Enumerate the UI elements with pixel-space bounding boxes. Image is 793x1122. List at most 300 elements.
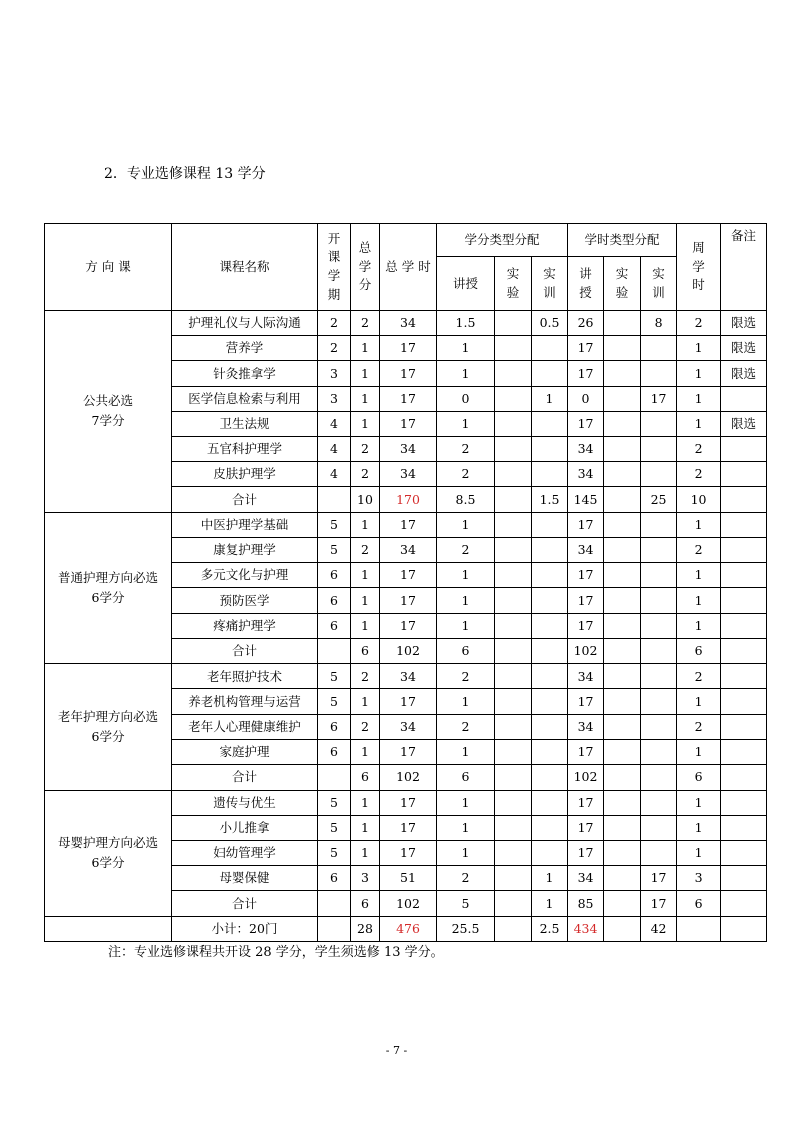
cell-c-prac (532, 765, 568, 791)
cell-hours: 17 (380, 588, 437, 613)
cell-h-exp (604, 916, 641, 941)
subtotal-label: 合计 (172, 638, 318, 664)
cell-h-lecture: 17 (568, 361, 604, 386)
cell-c-prac: 2.5 (532, 916, 568, 941)
cell-weekly: 1 (677, 361, 721, 386)
cell-h-prac: 17 (641, 891, 677, 917)
cell-hours: 34 (380, 538, 437, 563)
header-remarks: 备注 (721, 224, 767, 311)
cell-semester (318, 487, 351, 513)
cell-h-prac (641, 714, 677, 739)
cell-c-prac (532, 436, 568, 461)
cell-c-prac (532, 790, 568, 815)
cell-h-prac (641, 664, 677, 689)
table-row (45, 790, 767, 815)
cell-hours: 17 (380, 613, 437, 638)
cell-h-lecture: 17 (568, 689, 604, 714)
cell-h-prac (641, 815, 677, 840)
cell-c-prac (532, 613, 568, 638)
cell-hours: 17 (380, 840, 437, 865)
cell-h-lecture: 17 (568, 512, 604, 537)
cell-h-lecture: 34 (568, 664, 604, 689)
cell-h-prac (641, 361, 677, 386)
group-title: 普通护理方向必选 6学分 (45, 512, 172, 663)
cell-h-lecture: 0 (568, 386, 604, 411)
cell-remark (721, 538, 767, 563)
course-name: 护理礼仪与人际沟通 (172, 311, 318, 336)
cell-semester: 5 (318, 538, 351, 563)
table-row (45, 311, 767, 336)
cell-c-exp (495, 840, 532, 865)
cell-c-prac (532, 664, 568, 689)
subtotal-label: 合计 (172, 891, 318, 917)
cell-credits: 1 (351, 613, 380, 638)
course-name: 中医护理学基础 (172, 512, 318, 537)
cell-h-exp (604, 512, 641, 537)
header-hour-experiment: 实 验 (604, 257, 641, 311)
cell-c-exp (495, 336, 532, 361)
cell-h-prac (641, 512, 677, 537)
page-number: - 7 - (385, 1044, 408, 1057)
cell-c-exp (495, 613, 532, 638)
cell-remark (721, 689, 767, 714)
cell-hours: 34 (380, 714, 437, 739)
cell-h-prac (641, 588, 677, 613)
cell-h-exp (604, 487, 641, 513)
cell-semester: 6 (318, 613, 351, 638)
cell-h-exp (604, 891, 641, 917)
cell-hours: 17 (380, 336, 437, 361)
footnote: 注：专业选修课程共开设 28 学分，学生须选修 13 学分。 (108, 945, 444, 960)
cell-semester: 4 (318, 411, 351, 436)
cell-credits: 1 (351, 336, 380, 361)
cell-semester: 6 (318, 714, 351, 739)
cell-h-exp (604, 411, 641, 436)
course-name: 预防医学 (172, 588, 318, 613)
cell-c-exp (495, 916, 532, 941)
cell-weekly: 1 (677, 588, 721, 613)
cell-c-lecture: 1 (437, 336, 495, 361)
cell-credits: 2 (351, 664, 380, 689)
cell-c-lecture: 1 (437, 563, 495, 588)
cell-credits: 1 (351, 790, 380, 815)
grand-total-row (45, 916, 767, 941)
cell-c-lecture: 8.5 (437, 487, 495, 513)
course-name: 医学信息检索与利用 (172, 386, 318, 411)
cell-hours: 17 (380, 411, 437, 436)
cell-c-prac: 1 (532, 866, 568, 891)
cell-credits: 3 (351, 866, 380, 891)
cell-h-lecture: 145 (568, 487, 604, 513)
cell-h-exp (604, 563, 641, 588)
cell-remark: 限选 (721, 311, 767, 336)
cell-remark: 限选 (721, 361, 767, 386)
cell-weekly: 2 (677, 664, 721, 689)
cell-semester (318, 765, 351, 791)
cell-h-exp (604, 664, 641, 689)
cell-semester: 5 (318, 840, 351, 865)
cell-semester: 3 (318, 361, 351, 386)
cell-h-prac: 25 (641, 487, 677, 513)
cell-hours: 17 (380, 739, 437, 764)
cell-semester: 6 (318, 563, 351, 588)
cell-c-lecture: 1 (437, 512, 495, 537)
header-credit-distribution: 学分类型分配 (437, 224, 568, 257)
header-hour-practical: 实 训 (641, 257, 677, 311)
course-name: 养老机构管理与运营 (172, 689, 318, 714)
cell-hours: 17 (380, 689, 437, 714)
cell-c-prac: 1 (532, 891, 568, 917)
cell-semester: 3 (318, 386, 351, 411)
cell-remark: 限选 (721, 336, 767, 361)
cell-c-prac: 1.5 (532, 487, 568, 513)
cell-semester (318, 891, 351, 917)
header-total-credits: 总 学 分 (351, 224, 380, 311)
cell-remark: 限选 (721, 411, 767, 436)
cell-semester (318, 638, 351, 664)
cell-h-prac (641, 563, 677, 588)
cell-c-lecture: 1 (437, 840, 495, 865)
cell-c-prac: 0.5 (532, 311, 568, 336)
cell-c-lecture: 1 (437, 588, 495, 613)
header-course-name: 课程名称 (172, 224, 318, 311)
cell-weekly: 1 (677, 563, 721, 588)
cell-credits: 1 (351, 815, 380, 840)
cell-c-exp (495, 790, 532, 815)
cell-h-prac: 8 (641, 311, 677, 336)
cell-hours: 34 (380, 311, 437, 336)
cell-credits: 2 (351, 311, 380, 336)
cell-remark (721, 386, 767, 411)
cell-h-exp (604, 336, 641, 361)
cell-hours: 170 (380, 487, 437, 513)
cell-c-prac (532, 739, 568, 764)
cell-remark (721, 765, 767, 791)
course-name: 康复护理学 (172, 538, 318, 563)
cell-c-lecture: 2 (437, 664, 495, 689)
header-credit-lecture: 讲授 (437, 257, 495, 311)
cell-remark (721, 866, 767, 891)
cell-credits: 2 (351, 462, 380, 487)
cell-h-exp (604, 436, 641, 461)
cell-semester: 4 (318, 462, 351, 487)
cell-remark (721, 588, 767, 613)
cell-c-lecture: 6 (437, 765, 495, 791)
cell-h-lecture: 34 (568, 462, 604, 487)
cell-credits: 6 (351, 891, 380, 917)
cell-h-exp (604, 613, 641, 638)
cell-c-prac (532, 588, 568, 613)
group-title: 老年护理方向必选 6学分 (45, 664, 172, 790)
cell-h-lecture: 102 (568, 765, 604, 791)
cell-c-exp (495, 638, 532, 664)
cell-credits: 28 (351, 916, 380, 941)
cell-c-prac (532, 411, 568, 436)
cell-h-lecture: 34 (568, 436, 604, 461)
cell-remark (721, 512, 767, 537)
course-name: 针灸推拿学 (172, 361, 318, 386)
cell-c-lecture: 1 (437, 411, 495, 436)
cell-credits: 1 (351, 689, 380, 714)
course-name: 妇幼管理学 (172, 840, 318, 865)
course-name: 母婴保健 (172, 866, 318, 891)
cell-weekly: 10 (677, 487, 721, 513)
cell-weekly: 2 (677, 714, 721, 739)
cell-remark (721, 891, 767, 917)
course-name: 疼痛护理学 (172, 613, 318, 638)
cell-weekly: 1 (677, 689, 721, 714)
cell-c-lecture: 1 (437, 689, 495, 714)
cell-hours: 17 (380, 815, 437, 840)
cell-h-lecture: 17 (568, 815, 604, 840)
cell-c-exp (495, 664, 532, 689)
cell-c-lecture: 1 (437, 790, 495, 815)
cell-c-prac (532, 563, 568, 588)
cell-hours: 34 (380, 664, 437, 689)
cell-h-prac (641, 613, 677, 638)
cell-weekly (677, 916, 721, 941)
cell-c-exp (495, 891, 532, 917)
cell-credits: 2 (351, 538, 380, 563)
cell-hours: 34 (380, 436, 437, 461)
cell-c-exp (495, 866, 532, 891)
cell-credits: 1 (351, 739, 380, 764)
cell-h-lecture: 26 (568, 311, 604, 336)
cell-c-lecture: 2 (437, 866, 495, 891)
cell-c-exp (495, 311, 532, 336)
cell-c-exp (495, 538, 532, 563)
cell-weekly: 1 (677, 790, 721, 815)
cell-c-lecture: 2 (437, 462, 495, 487)
cell-hours: 17 (380, 361, 437, 386)
cell-c-lecture: 1 (437, 815, 495, 840)
cell-semester: 6 (318, 739, 351, 764)
cell-h-prac (641, 336, 677, 361)
subtotal-label: 合计 (172, 765, 318, 791)
cell-hours: 102 (380, 765, 437, 791)
course-name: 卫生法规 (172, 411, 318, 436)
cell-h-prac (641, 689, 677, 714)
cell-weekly: 2 (677, 311, 721, 336)
cell-weekly: 1 (677, 815, 721, 840)
cell-remark (721, 664, 767, 689)
cell-c-prac (532, 512, 568, 537)
cell-c-lecture: 6 (437, 638, 495, 664)
cell-remark (721, 714, 767, 739)
cell-h-lecture: 102 (568, 638, 604, 664)
cell-credits: 1 (351, 840, 380, 865)
cell-c-exp (495, 411, 532, 436)
cell-h-exp (604, 739, 641, 764)
cell-remark (721, 916, 767, 941)
subtotal-label: 小计：20门 (172, 916, 318, 941)
cell-c-lecture: 25.5 (437, 916, 495, 941)
section-heading: 2．专业选修课程 13 学分 (104, 166, 266, 182)
cell-c-prac (532, 538, 568, 563)
header-semester: 开 课 学 期 (318, 224, 351, 311)
header-credit-experiment: 实 验 (495, 257, 532, 311)
cell-h-prac (641, 436, 677, 461)
cell-h-lecture: 34 (568, 538, 604, 563)
cell-hours: 17 (380, 512, 437, 537)
subtotal-label: 合计 (172, 487, 318, 513)
course-name: 小儿推拿 (172, 815, 318, 840)
cell-h-exp (604, 765, 641, 791)
cell-credits: 1 (351, 563, 380, 588)
cell-hours: 17 (380, 790, 437, 815)
cell-h-exp (604, 311, 641, 336)
cell-h-lecture: 17 (568, 739, 604, 764)
cell-c-exp (495, 462, 532, 487)
cell-h-prac: 17 (641, 386, 677, 411)
cell-c-exp (495, 815, 532, 840)
group-title: 母婴护理方向必选 6学分 (45, 790, 172, 916)
cell-weekly: 2 (677, 538, 721, 563)
cell-weekly: 6 (677, 765, 721, 791)
cell-c-exp (495, 563, 532, 588)
cell-semester: 5 (318, 689, 351, 714)
cell-semester: 5 (318, 512, 351, 537)
cell-c-lecture: 0 (437, 386, 495, 411)
course-name: 家庭护理 (172, 739, 318, 764)
cell-semester: 4 (318, 436, 351, 461)
cell-credits: 6 (351, 638, 380, 664)
cell-weekly: 1 (677, 512, 721, 537)
cell-h-exp (604, 866, 641, 891)
cell-c-lecture: 1 (437, 739, 495, 764)
cell-c-exp (495, 588, 532, 613)
cell-h-lecture: 17 (568, 563, 604, 588)
cell-c-lecture: 2 (437, 714, 495, 739)
cell-c-lecture: 2 (437, 436, 495, 461)
cell-h-lecture: 85 (568, 891, 604, 917)
cell-credits: 1 (351, 512, 380, 537)
cell-remark (721, 815, 767, 840)
cell-h-lecture: 17 (568, 588, 604, 613)
cell-h-prac (641, 462, 677, 487)
table-row (45, 664, 767, 689)
cell-h-lecture: 434 (568, 916, 604, 941)
elective-course-table (44, 223, 767, 942)
cell-h-prac: 17 (641, 866, 677, 891)
cell-c-prac (532, 638, 568, 664)
cell-semester: 2 (318, 336, 351, 361)
cell-hours: 51 (380, 866, 437, 891)
header-weekly-hours: 周 学 时 (677, 224, 721, 311)
cell-semester: 6 (318, 866, 351, 891)
cell-c-prac (532, 815, 568, 840)
header-hour-lecture: 讲 授 (568, 257, 604, 311)
cell-h-exp (604, 588, 641, 613)
course-name: 遗传与优生 (172, 790, 318, 815)
cell-c-prac (532, 336, 568, 361)
cell-h-exp (604, 538, 641, 563)
header-direction: 方 向 课 (45, 224, 172, 311)
cell-c-exp (495, 386, 532, 411)
cell-h-prac (641, 638, 677, 664)
cell-h-prac: 42 (641, 916, 677, 941)
cell-weekly: 1 (677, 336, 721, 361)
cell-semester: 5 (318, 815, 351, 840)
cell-c-lecture: 1 (437, 361, 495, 386)
cell-c-exp (495, 714, 532, 739)
cell-remark (721, 436, 767, 461)
cell-hours: 17 (380, 386, 437, 411)
cell-hours: 34 (380, 462, 437, 487)
cell-remark (721, 638, 767, 664)
cell-h-prac (641, 411, 677, 436)
cell-remark (721, 790, 767, 815)
cell-hours: 17 (380, 563, 437, 588)
cell-h-exp (604, 714, 641, 739)
cell-c-prac (532, 689, 568, 714)
cell-c-prac (532, 462, 568, 487)
cell-h-lecture: 17 (568, 411, 604, 436)
cell-weekly: 6 (677, 891, 721, 917)
cell-weekly: 1 (677, 840, 721, 865)
cell-c-prac: 1 (532, 386, 568, 411)
grand-total-direction (45, 916, 172, 941)
cell-weekly: 2 (677, 436, 721, 461)
cell-weekly: 2 (677, 462, 721, 487)
cell-credits: 10 (351, 487, 380, 513)
cell-weekly: 3 (677, 866, 721, 891)
cell-c-exp (495, 487, 532, 513)
cell-semester (318, 916, 351, 941)
cell-c-lecture: 5 (437, 891, 495, 917)
header-total-hours (380, 224, 437, 311)
cell-c-exp (495, 765, 532, 791)
course-name: 营养学 (172, 336, 318, 361)
cell-remark (721, 563, 767, 588)
cell-c-lecture: 1 (437, 613, 495, 638)
course-name: 老年照护技术 (172, 664, 318, 689)
cell-semester: 5 (318, 664, 351, 689)
cell-hours: 102 (380, 891, 437, 917)
cell-c-exp (495, 361, 532, 386)
cell-h-exp (604, 815, 641, 840)
cell-h-lecture: 17 (568, 840, 604, 865)
cell-credits: 2 (351, 436, 380, 461)
cell-remark (721, 840, 767, 865)
cell-c-prac (532, 840, 568, 865)
cell-semester: 6 (318, 588, 351, 613)
course-name: 皮肤护理学 (172, 462, 318, 487)
header-credit-practical: 实 训 (532, 257, 568, 311)
group-title: 公共必选 7学分 (45, 311, 172, 513)
header-hour-distribution: 学时类型分配 (568, 224, 677, 257)
cell-h-lecture: 17 (568, 613, 604, 638)
cell-c-prac (532, 714, 568, 739)
cell-h-lecture: 17 (568, 790, 604, 815)
cell-hours: 102 (380, 638, 437, 664)
course-name: 老年人心理健康维护 (172, 714, 318, 739)
cell-weekly: 1 (677, 613, 721, 638)
cell-remark (721, 487, 767, 513)
cell-h-lecture: 17 (568, 336, 604, 361)
cell-h-exp (604, 790, 641, 815)
cell-h-exp (604, 840, 641, 865)
cell-h-lecture: 34 (568, 866, 604, 891)
cell-remark (721, 613, 767, 638)
course-name: 五官科护理学 (172, 436, 318, 461)
cell-c-exp (495, 739, 532, 764)
cell-c-exp (495, 436, 532, 461)
cell-remark (721, 739, 767, 764)
cell-h-exp (604, 361, 641, 386)
cell-hours: 476 (380, 916, 437, 941)
cell-h-exp (604, 689, 641, 714)
